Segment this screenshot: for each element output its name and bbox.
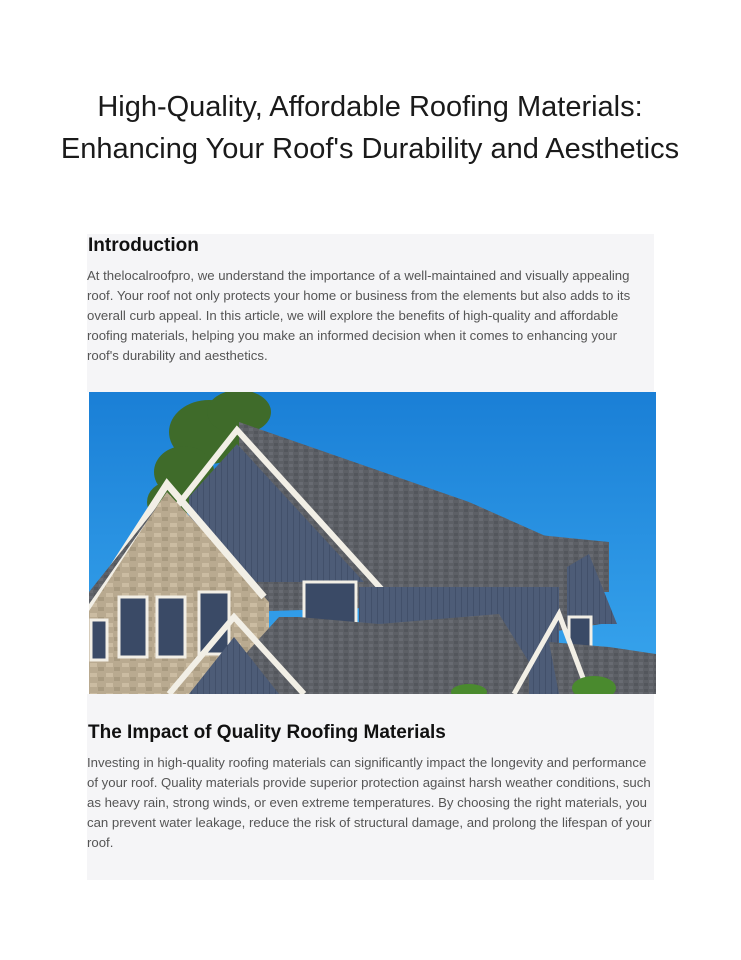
introduction-section	[87, 234, 654, 392]
impact-body: Investing in high-quality roofing materials can significantly impact the longevity and performance of your roof. Quality materials provide superior protection against harsh weather conditions, such as heavy rain, strong winds, or even extreme temperatures. By choosing the right materials, you can prevent water leakage, reduce the risk of structural damage, and prolong the lifespan of your roof.	[87, 755, 652, 850]
page-title: High-Quality, Affordable Roofing Materials: Enhancing Your Roof's Durability and Aesthetics	[60, 91, 680, 165]
impact-heading: The Impact of Quality Roofing Materials	[88, 722, 446, 743]
introduction-heading: Introduction	[88, 235, 199, 256]
house-roof-photo	[89, 392, 656, 694]
introduction-body: At thelocalroofpro, we understand the importance of a well-maintained and visually appealing roof. Your roof not only protects your home or business from the elements but also adds to its overall curb appeal. In this article, we will explore the benefits of high-quality and affordable roofing materials, helping you make an informed decision when it comes to enhancing your roof's durability and aesthetics.	[87, 268, 631, 363]
impact-section	[87, 694, 654, 880]
